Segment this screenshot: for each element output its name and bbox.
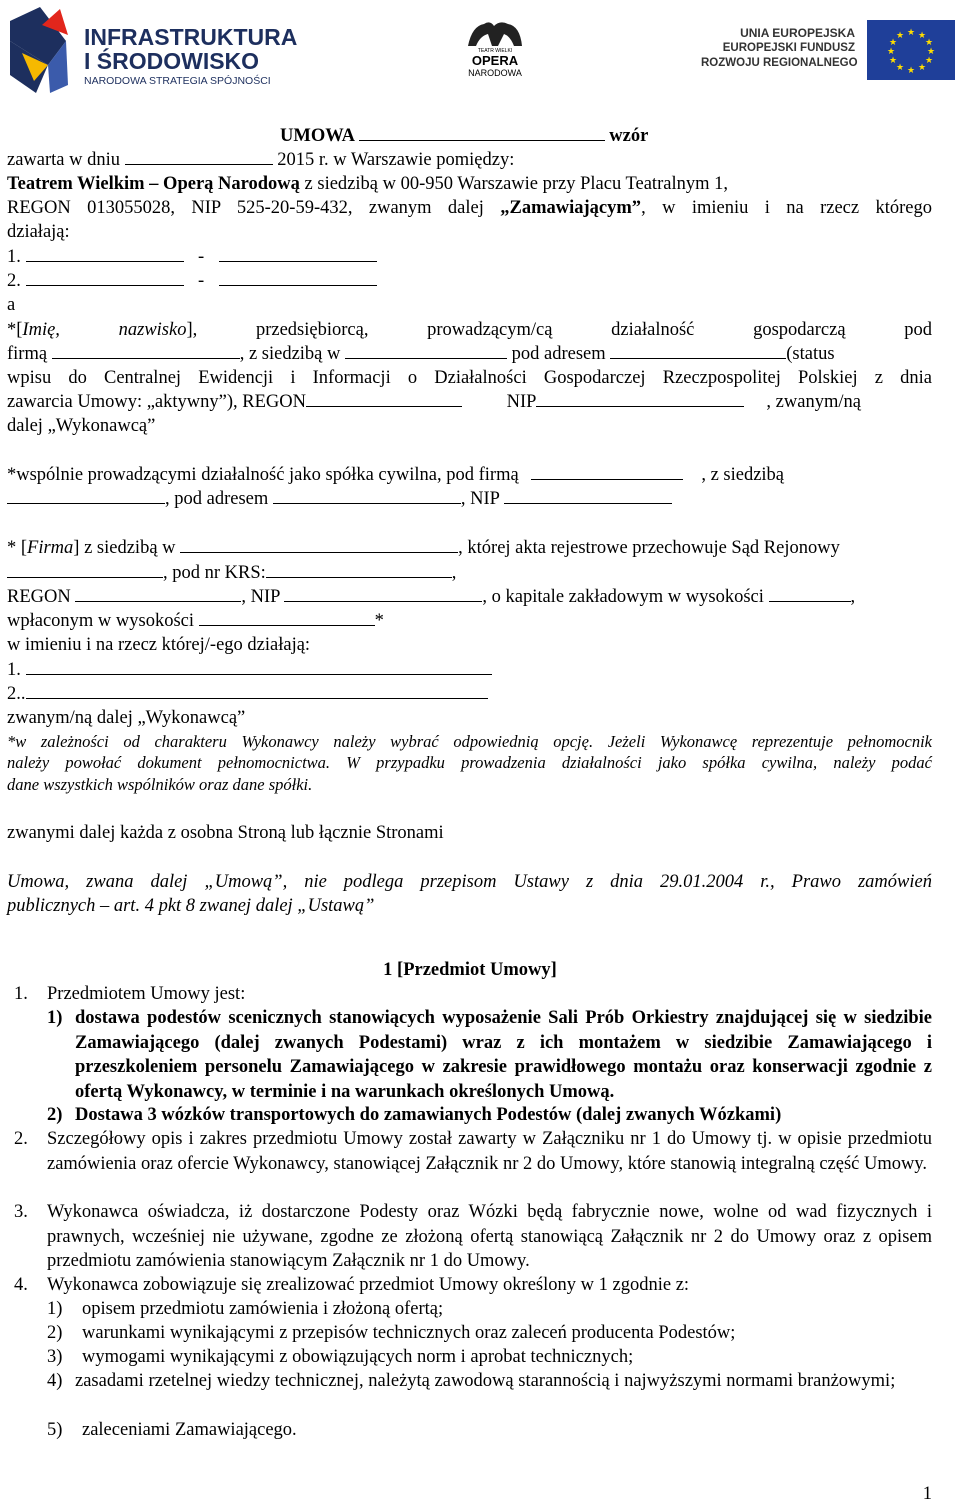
opt3-bracket: * [ xyxy=(7,538,28,558)
svg-text:★: ★ xyxy=(895,63,905,73)
p4-1-text: opisem przedmiotu zamówienia i złożoną ofertą; xyxy=(82,1299,444,1319)
section-1-heading: 1 [Przedmiot Umowy] xyxy=(383,960,557,980)
p4-5-num: 5) xyxy=(47,1420,63,1440)
svg-text:★: ★ xyxy=(888,38,898,48)
p2-num: 2. xyxy=(14,1129,28,1149)
p2-text: Szczegółowy opis i zakres przedmiotu Umowy został zawarty w Załączniku nr 1 do Umowy tj. w opisie przedmiotu zamówienia oraz ofercie Wykonawcy, stanowiącej Załącznik nr 2 do Umowy, które stanowią integralną część Umowy. xyxy=(47,1129,932,1174)
rep-name-2-blank[interactable] xyxy=(26,271,184,286)
opt3-krs-blank[interactable] xyxy=(266,563,452,578)
page-number: 1 xyxy=(922,1484,932,1504)
opt3-line-3 xyxy=(7,585,932,610)
opt1-line-3: wpisu do Centralnej Ewidencji i Informacji o Działalności Gospodarczej Rzeczpospolitej Polskiej z dnia xyxy=(7,368,932,388)
opt1-nip-blank[interactable] xyxy=(536,392,744,407)
opt2-seat-label: , z siedzibą xyxy=(701,465,785,485)
rep-num-2: 2. xyxy=(7,271,21,291)
opt2-address-blank[interactable] xyxy=(273,489,461,504)
opt3-rep-2 xyxy=(7,682,932,707)
title-blank[interactable] xyxy=(359,126,605,141)
opt3-seat-blank[interactable] xyxy=(180,538,458,553)
logo-right-line1: UNIA EUROPEJSKA xyxy=(740,26,855,40)
dash-2: - xyxy=(198,271,205,291)
title-right: wzór xyxy=(609,126,649,146)
opt1-seat-label: , z siedzibą w xyxy=(239,344,341,364)
opt3-paid-blank[interactable] xyxy=(199,611,375,626)
note-line-3: dane wszystkich wspólników oraz dane spółki. xyxy=(7,775,313,794)
date-blank[interactable] xyxy=(125,150,273,165)
svg-text:★: ★ xyxy=(917,31,927,41)
opt1-address-blank[interactable] xyxy=(610,344,786,359)
opt1-regon-blank[interactable] xyxy=(306,392,462,407)
logo-center-line2: OPERA xyxy=(471,53,519,68)
intro-date-label: zawarta w dniu xyxy=(7,150,121,170)
opt1-firm-blank[interactable] xyxy=(52,344,240,359)
opt3-paid-label: wpłaconym w wysokości xyxy=(7,611,195,631)
opt3-rep-num-2: 2.. xyxy=(7,684,26,704)
logo-center-line1: TEATR WIELKI xyxy=(477,48,513,54)
opt3-firm-placeholder: Firma xyxy=(27,538,74,558)
opt1-text: ], przedsiębiorcą, prowadzącym/cą działalność gospodarczą pod xyxy=(186,320,932,340)
p1-text: Przedmiotem Umowy jest: xyxy=(47,984,246,1004)
p4-4-text: zasadami rzetelnej wiedzy technicznej, należytą zawodową starannością i najwyższymi normami branżowymi; xyxy=(75,1371,896,1391)
opt3-line-6: zwanym/ną dalej „Wykonawcą” xyxy=(7,708,246,728)
opera-logo xyxy=(460,18,530,80)
rep-role-1-blank[interactable] xyxy=(219,247,377,262)
opt1-regon-label: zawarcia Umowy: „aktywny”), REGON xyxy=(7,392,306,412)
p4-2-text: warunkami wynikającymi z przepisów technicznych oraz zaleceń producenta Podestów; xyxy=(82,1323,736,1343)
logo-right-line3: ROZWOJU REGIONALNEGO xyxy=(701,57,858,69)
opt1-address-label: pod adresem xyxy=(511,344,606,364)
client-rep-text: , w imieniu i na rzecz którego xyxy=(641,198,932,218)
rep-name-1-blank[interactable] xyxy=(26,247,184,262)
opt3-line-1 xyxy=(7,536,932,561)
opt1-line-4 xyxy=(7,390,932,415)
p4-num: 4. xyxy=(14,1275,28,1295)
dash-1: - xyxy=(198,247,205,267)
intro-place: 2015 r. w Warszawie pomiędzy: xyxy=(277,150,515,170)
logo-left-line1: INFRASTRUKTURA xyxy=(84,24,298,50)
act-line-2: publicznych – art. 4 pkt 8 zwanej dalej „Ustawą” xyxy=(7,896,375,916)
parties-line: zwanymi dalej każda z osobna Stroną lub łącznie Stronami xyxy=(7,823,444,843)
svg-text:★: ★ xyxy=(917,63,927,73)
svg-text:★: ★ xyxy=(906,66,916,76)
p4-2-num: 2) xyxy=(47,1323,63,1343)
horses-icon xyxy=(460,18,530,48)
opt1-status-label: (status xyxy=(786,344,835,364)
p4-text: Wykonawca zobowiązuje się zrealizować przedmiot Umowy określony w 1 zgodnie z: xyxy=(47,1275,690,1295)
opt3-rep-num-1: 1. xyxy=(7,660,21,680)
p4-4-num: 4) xyxy=(47,1371,63,1391)
opt3-regon-blank[interactable] xyxy=(75,587,241,602)
opt3-line-5: w imieniu i na rzecz której/-ego działają: xyxy=(7,635,311,655)
opt3-nip-blank[interactable] xyxy=(284,587,482,602)
rep-row-2 xyxy=(7,269,932,294)
opt3-capital-label: , o kapitale zakładowym w wysokości xyxy=(482,587,764,607)
eu-flag-icon xyxy=(867,20,955,80)
client-name: Teatrem Wielkim – Operą Narodową xyxy=(7,174,300,194)
note-line-1: *w zależności od charakteru Wykonawcy należy wybrać odpowiednią opcję. Jeżeli Wykonawcę reprezentuje pełnomocnik xyxy=(7,732,932,751)
opt3-rep-2-blank[interactable] xyxy=(26,684,488,699)
opt1-line-1 xyxy=(7,318,932,343)
rep-role-2-blank[interactable] xyxy=(219,271,377,286)
opt3-capital-blank[interactable] xyxy=(769,587,851,602)
opt1-line-2 xyxy=(7,342,932,367)
svg-text:★: ★ xyxy=(886,47,896,57)
document-title xyxy=(280,124,648,149)
svg-text:★: ★ xyxy=(906,28,916,38)
opt1-seat-blank[interactable] xyxy=(345,344,507,359)
p4-3-text: wymogami wynikającymi z obowiązujących norm i aprobat technicznych; xyxy=(82,1347,634,1367)
opt3-rep-1 xyxy=(7,658,932,683)
opt2-firm-blank[interactable] xyxy=(531,465,683,480)
svg-text:★: ★ xyxy=(924,38,934,48)
rep-num-1: 1. xyxy=(7,247,21,267)
opt2-line-1 xyxy=(7,463,932,488)
p1-num: 1. xyxy=(14,984,28,1004)
eu-logo xyxy=(701,20,955,80)
logo-center-line3: NARODOWA xyxy=(468,68,522,78)
intro-line-2 xyxy=(7,172,932,197)
intro-line-4: działają: xyxy=(7,222,70,242)
logo-left-line3: NARODOWA STRATEGIA SPÓJNOŚCI xyxy=(84,75,271,87)
intro-line-3 xyxy=(7,196,932,221)
opt3-court-text: , której akta rejestrowe przechowuje Sąd Rejonowy xyxy=(458,538,840,558)
svg-text:★: ★ xyxy=(926,47,936,57)
p1-1-num: 1) xyxy=(47,1008,63,1028)
opt1-line-5: dalej „Wykonawcą” xyxy=(7,416,156,436)
p1-1-text: dostawa podestów scenicznych stanowiących wyposażenie Sali Prób Orkiestry znajdującej się w siedzibie Zamawiającego (dalej zwanych Podestami) wraz z ich montażem w siedzibie Zamawiającego i przeszkoleniem personelu Zamawiającego w zakresie prawidłowego montażu oraz konserwacji zgodnie z ofertą Wykonawcy, w terminie i na warunkach określonych Umową. xyxy=(75,1008,932,1102)
opt2-nip-blank[interactable] xyxy=(504,489,672,504)
rep-row-1 xyxy=(7,245,932,270)
opt2-text: *wspólnie prowadzącymi działalność jako spółka cywilna, pod firmą xyxy=(7,465,519,485)
opt1-alias-label: , zwanym/ną xyxy=(766,392,861,412)
p4-1-num: 1) xyxy=(47,1299,63,1319)
p3-text: Wykonawca oświadcza, iż dostarczone Podesty oraz Wózki będą fabrycznie nowe, wolne od wad fizycznych i prawnych, wcześniej nie używane, zgodne ze złożoną ofertą stanowiącą Załącznik nr 2 do Umowy oraz z opisem przedmiotu zamówienia stanowiącym Załącznik nr 1 do Umowy. xyxy=(47,1202,932,1271)
opt3-krs-comma: , xyxy=(451,563,457,583)
p4-5-text: zaleceniami Zamawiającego. xyxy=(82,1420,297,1440)
opt3-krs-label: , pod nr KRS: xyxy=(163,563,266,583)
intro-line-1 xyxy=(7,148,932,173)
svg-text:★: ★ xyxy=(895,31,905,41)
opt3-line-2 xyxy=(7,561,932,586)
logo-right-line2: EUROPEJSKI FUNDUSZ xyxy=(722,42,855,54)
opt2-line-2 xyxy=(7,487,932,512)
title-left: UMOWA xyxy=(280,126,354,146)
opt3-rep-1-blank[interactable] xyxy=(26,660,492,675)
opt1-firm-label: firmą xyxy=(7,344,48,364)
p1-2-num: 2) xyxy=(47,1105,63,1125)
opt1-bracket: *[ xyxy=(7,320,23,340)
act-line-1: Umowa, zwana dalej „Umową”, nie podlega przepisom Ustawy z dnia 29.01.2004 r., Prawo zamówień xyxy=(7,872,932,892)
opt3-regon-label: REGON xyxy=(7,587,71,607)
client-address: z siedzibą w 00-950 Warszawie przy Placu Teatralnym 1, xyxy=(299,174,728,194)
svg-text:★: ★ xyxy=(924,56,934,66)
client-ids: REGON 013055028, NIP 525-20-59-432, zwanym dalej xyxy=(7,198,501,218)
p3-num: 3. xyxy=(14,1202,28,1222)
opt3-seat-label: ] z siedzibą w xyxy=(73,538,176,558)
opt3-paid-asterisk: * xyxy=(374,611,384,631)
opt2-nip-label: , NIP xyxy=(460,489,500,509)
opt2-address-label: , pod adresem xyxy=(165,489,269,509)
logo-left-line2: I ŚRODOWISKO xyxy=(84,48,260,74)
svg-text:★: ★ xyxy=(888,56,898,66)
opt1-name-placeholder: Imię, nazwisko xyxy=(22,320,187,340)
client-alias: „Zamawiającym” xyxy=(500,198,642,218)
infrastruktura-logo xyxy=(8,5,298,95)
opt3-nip-label: , NIP xyxy=(241,587,280,607)
opt3-capital-comma: , xyxy=(850,587,856,607)
opt3-line-4 xyxy=(7,609,932,634)
note-line-2: należy powołać dokument pełnomocnictwa. W przypadku prowadzenia działalności jako spółka cywilna, należy podać xyxy=(7,753,932,772)
opt2-seat-blank[interactable] xyxy=(7,489,165,504)
opt1-nip-label: NIP xyxy=(506,392,537,412)
p1-2-text: Dostawa 3 wózków transportowych do zamawianych Podestów (dalej zwanych Wózkami) xyxy=(75,1105,782,1125)
opt3-court-blank[interactable] xyxy=(7,563,163,578)
p4-3-num: 3) xyxy=(47,1347,63,1367)
conjunction-a: a xyxy=(7,295,16,315)
